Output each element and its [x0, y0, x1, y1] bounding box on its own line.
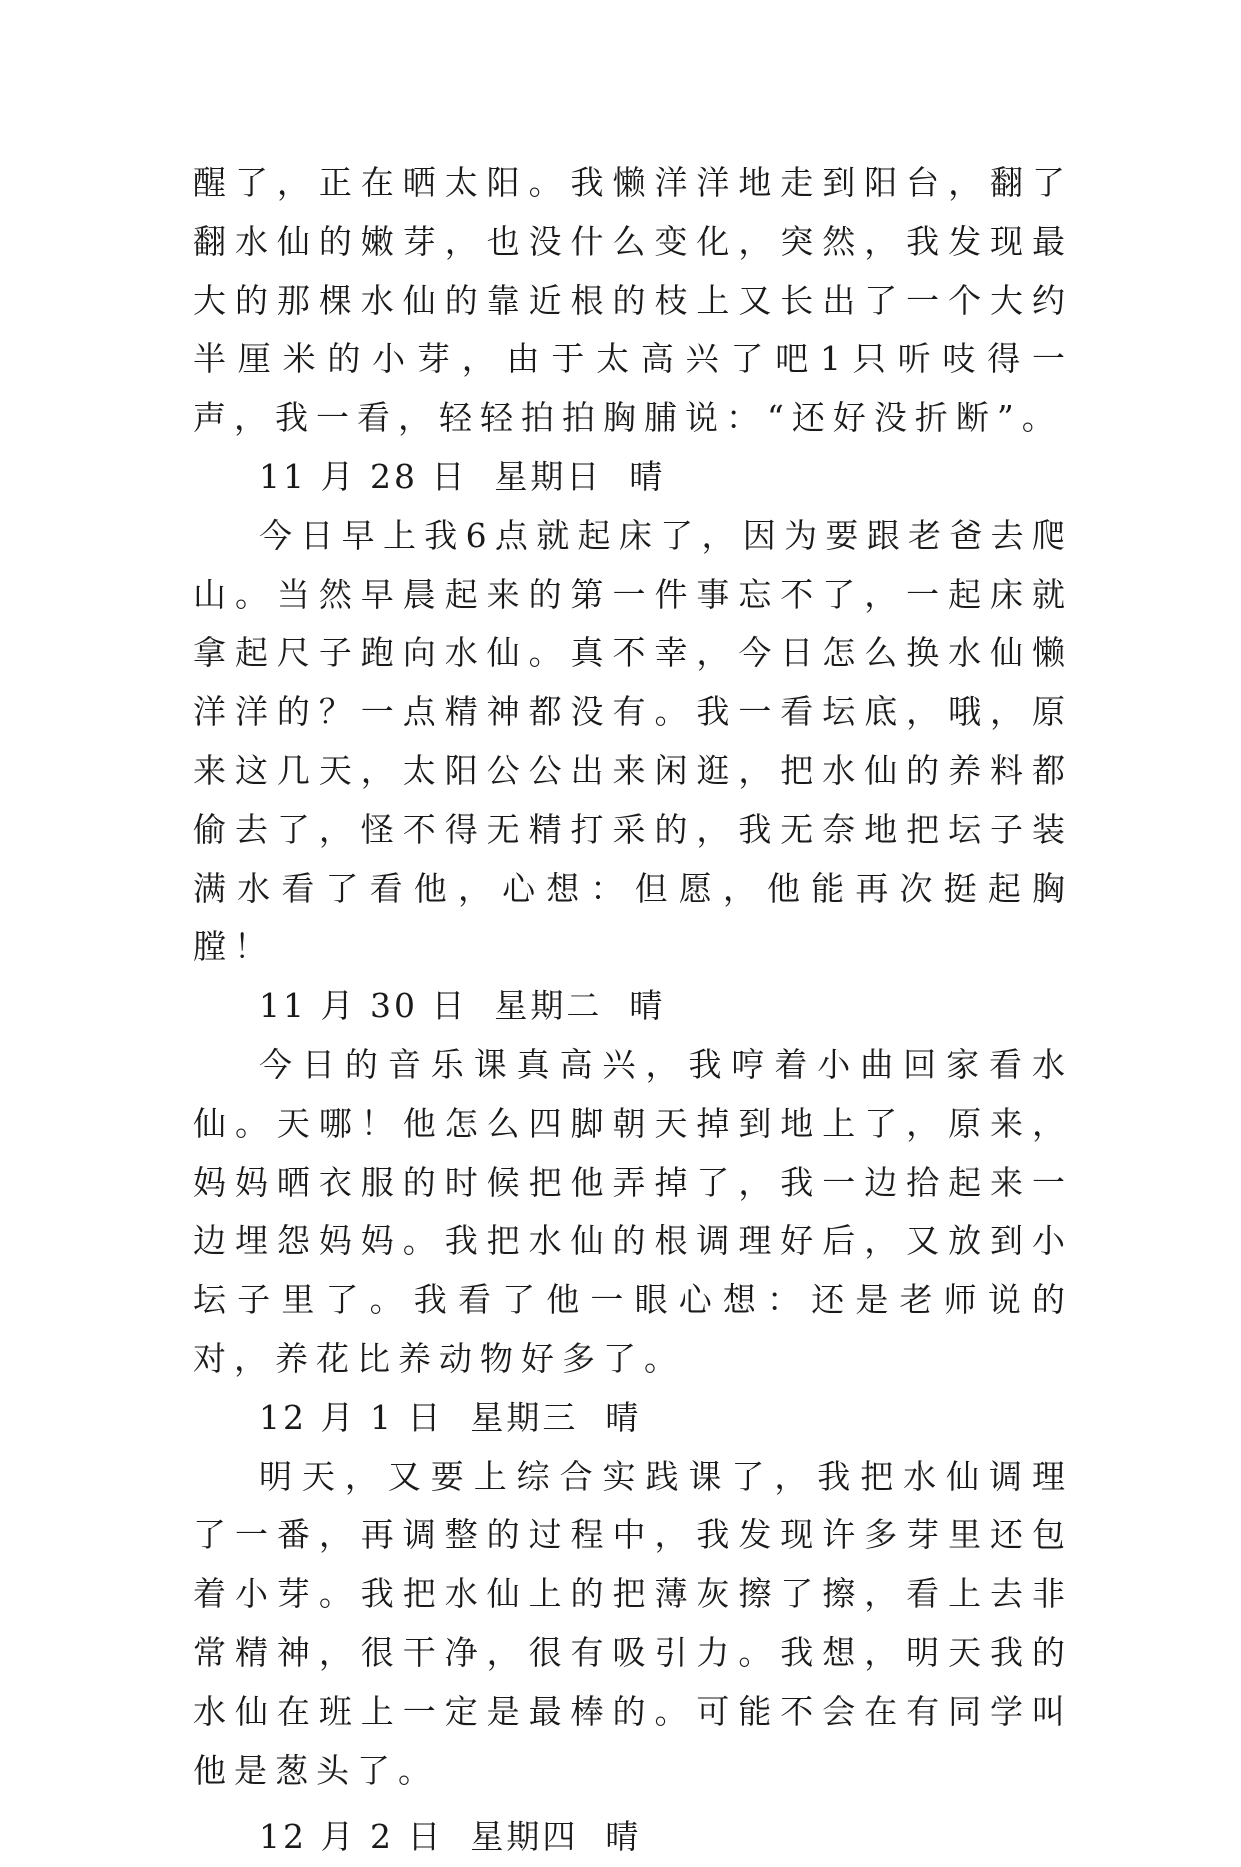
diary-date-nov-28: 11 月 28 日 星期日 晴 — [259, 456, 666, 496]
diary-date-dec-1: 12 月 1 日 星期三 晴 — [259, 1397, 642, 1437]
document-body — [193, 154, 1073, 1867]
paragraph-dec-1: 明天，又要上综合实践课了，我把水仙调理了一番，再调整的过程中，我发现许多芽里还包着小芽。我把水仙上的把薄灰擦了擦，看上去非常精神，很干净，很有吸引力。我想，明天我的水仙在班上一定是最棒的。可能不会在有同学叫他是葱头了。 — [193, 1456, 1073, 1790]
paragraph-nov-30: 今日的音乐课真高兴，我哼着小曲回家看水仙。天哪！他怎么四脚朝天掉到地上了，原来，妈妈晒衣服的时候把他弄掉了，我一边拾起来一边埋怨妈妈。我把水仙的根调理好后，又放到小坛子里了。我看了他一眼心想：还是老师说的对，养花比养动物好多了。 — [193, 1044, 1073, 1378]
diary-date-dec-2: 12 月 2 日 星期四 晴 — [259, 1817, 642, 1857]
paragraph-continued: 醒了，正在晒太阳。我懒洋洋地走到阳台，翻了翻水仙的嫩芽，也没什么变化，突然，我发现最大的那棵水仙的靠近根的枝上又长出了一个大约半厘米的小芽，由于太高兴了吧1只听吱得一声，我一看，轻轻拍拍胸脯说：“还好没折断”。 — [193, 163, 1073, 438]
diary-date-nov-30: 11 月 30 日 星期二 晴 — [259, 986, 666, 1026]
paragraph-nov-28: 今日早上我6点就起床了，因为要跟老爸去爬山。当然早晨起来的第一件事忘不了，一起床就拿起尺子跑向水仙。真不幸，今日怎么换水仙懒洋洋的？一点精神都没有。我一看坛底，哦，原来这几天，太阳公公出来闲逛，把水仙的养料都偷去了，怪不得无精打采的，我无奈地把坛子装满水看了看他，心想：但愿，他能再次挺起胸膛！ — [193, 515, 1073, 967]
